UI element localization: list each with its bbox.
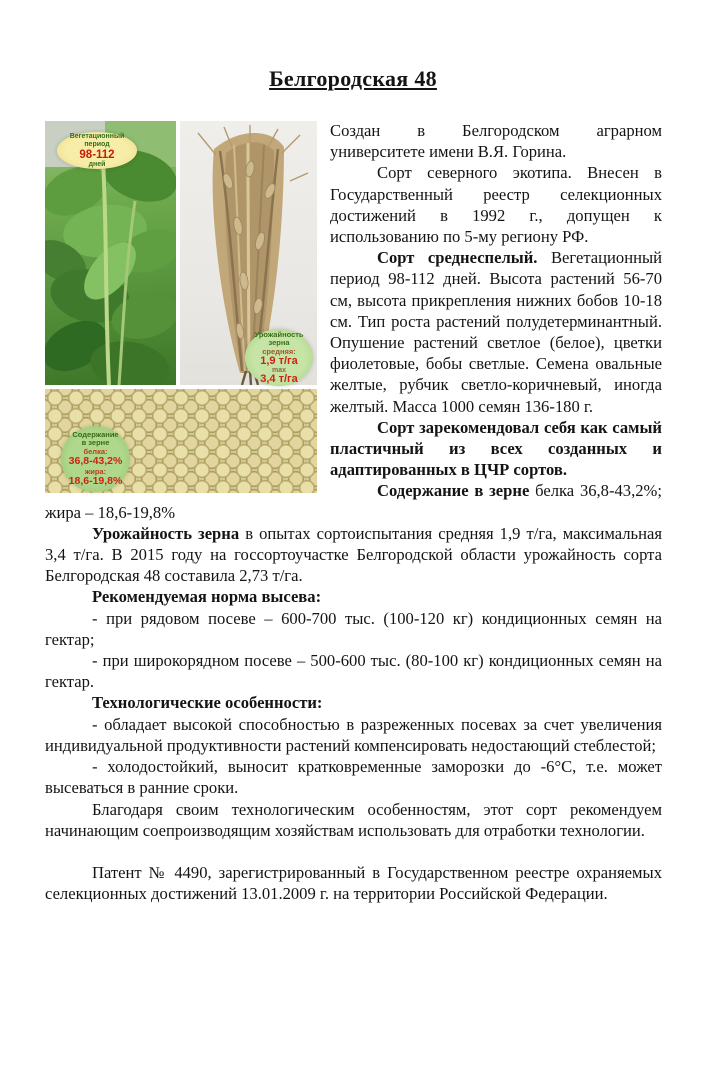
heading-text: Технологические особенности: [92, 693, 323, 713]
paragraph-lead-bold: Содержание в зерне [377, 481, 530, 501]
paragraph-text: Сорт северного экотипа. Внесен в Государственный реестр селекционных достижений в 1992 г., допущен к использованию по 5-му региону РФ. [330, 163, 662, 247]
badge-label: период [84, 140, 110, 148]
paragraph-lead-bold: Урожайность зерна [92, 523, 240, 543]
paragraph-row-seeding [45, 608, 662, 650]
badge-value: 36,8-43,2% [68, 455, 123, 467]
badge-value: 18,6-19,8% [68, 475, 123, 487]
paragraph-text: Создан в Белгородском аграрном университете имени В.Я. Горина. [330, 121, 662, 162]
badge-label: жира: [84, 467, 107, 476]
paragraph-feature-cold [45, 756, 662, 798]
badge-value: 1,9 т/га [260, 354, 298, 367]
paragraph-wide-row-seeding [45, 650, 662, 692]
paragraph-yield [45, 523, 662, 587]
paragraph-text: Благодаря своим технологическим особенностям, этот сорт рекомендуем начинающим соепроизводящим хозяйствам использовать для отработки технологии. [45, 799, 662, 840]
badge-value: 3,4 т/га [260, 372, 298, 385]
heading-text: Рекомендуемая норма высева: [92, 587, 322, 607]
badge-value: 98-112 [79, 148, 115, 161]
heading-tech-features [45, 692, 662, 713]
paragraph-text: - холодостойкий, выносит кратковременные заморозки до -6°С, т.е. может высеваться в ранние сроки. [45, 757, 662, 798]
paragraph-text: - при широкорядном посеве – 500-600 тыс. (80-100 кг) кондиционных семян на гектар. [45, 651, 662, 692]
photo-block [45, 121, 317, 493]
paragraph-text: белка 36,8-43,2%; жира – 18,6-19,8% [45, 481, 662, 522]
vegetation-period-badge [57, 132, 137, 169]
page-title: Белгородская 48 [269, 66, 437, 91]
badge-label: max [271, 366, 286, 374]
paragraph-recommendation [45, 799, 662, 841]
paragraph-text: Патент № 4490, зарегистрированный в Государственном реестре охраняемых селекционных достижений 13.01.2009 г. на территории Российской Федерации. [45, 862, 662, 904]
paragraph-lead-bold: Сорт среднеспелый. [377, 248, 538, 268]
paragraph-text: Вегетационный период 98-112 дней. Высота растений 56-70 см, высота прикрепления нижних бобов 10-18 см. Тип роста растений полудетерминантный. Опушение растений светлое (белое), цветки фиолетовые, бобы светлые. Семена овальные желтые, рубчик светло-коричневый, иногда желтый. Масса 1000 семян 136-180 г. [330, 248, 663, 416]
paragraph-bold-text: Сорт зарекомендовал себя как самый пластичный из всех созданных и адаптированных в ЦЧР сортов. [330, 417, 662, 480]
paragraph-text: - обладает высокой способностью в разреженных посевах за счет увеличения индивидуальной продуктивности растений компенсировать недостающий стеблестой; [45, 714, 662, 755]
badge-label: Урожайность [254, 329, 304, 339]
badge-label: дней [88, 160, 106, 168]
badge-label: в зерне [81, 438, 110, 447]
badge-label: средняя: [262, 346, 296, 356]
grain-content-badge [61, 426, 130, 492]
paragraph-text: - при рядовом посеве – 600-700 тыс. (100-120 кг) кондиционных семян на гектар; [45, 608, 662, 649]
paragraph-feature-productivity [45, 714, 662, 756]
paragraph-text: в опытах сортоиспытания средняя 1,9 т/га, максимальная 3,4 т/га. В 2015 году на госсортоучастке Белгородской области урожайность сорта Белгородская 48 составила 2,73 т/га. [45, 523, 662, 586]
document-body [45, 120, 662, 904]
badge-label: Содержание [72, 430, 119, 439]
paragraph-patent [45, 862, 662, 904]
badge-label: белка: [83, 447, 108, 456]
badge-label: зерна [268, 337, 290, 347]
grain-yield-badge [245, 329, 313, 386]
heading-seeding-rate [45, 586, 662, 607]
badge-label: Вегетационный [69, 132, 125, 140]
